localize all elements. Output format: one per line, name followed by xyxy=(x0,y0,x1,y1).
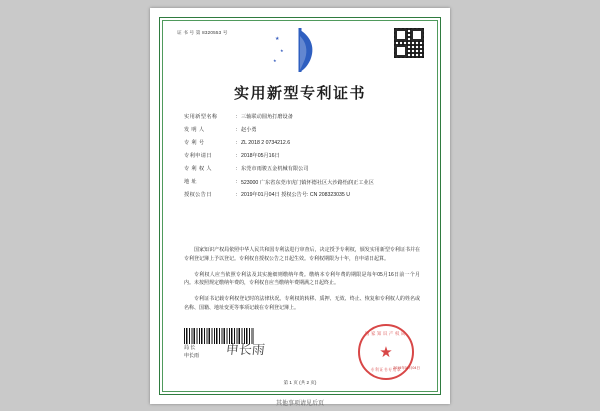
field-colon: : xyxy=(236,192,238,199)
signature-title-line1: 局 长 xyxy=(184,345,196,351)
certificate-page xyxy=(150,8,450,404)
field-list xyxy=(184,114,420,205)
field-value: 三轴联动圆角打磨设备 xyxy=(241,114,293,120)
official-seal xyxy=(358,324,414,380)
field-label: 专利申请日 xyxy=(184,152,212,159)
field-label: 发 明 人 xyxy=(184,126,205,133)
field-colon: : xyxy=(236,126,238,133)
field-value: 523000 广东省东莞市虎门镇怀德社区大沙路怡润正工业区 xyxy=(241,179,374,186)
field-value: ZL 2018 2 0734212.6 xyxy=(241,139,291,146)
body-paragraph: 专利证书记载专利权登记时的法律状况。专利权的转移、质押、无效、终止、恢复和专利权人的姓名或名称、国籍、地址变更等事项记载在专利登记簿上。 xyxy=(184,296,420,311)
footer-note: 其他事项请见后页 xyxy=(275,401,324,407)
page-number: 第 1 页 (共 2 页) xyxy=(283,380,317,385)
handwritten-signature: 申长雨 xyxy=(225,343,266,358)
seal-date: 2019年01月04日 xyxy=(393,366,420,370)
field-row xyxy=(184,179,420,187)
body-paragraph: 专利权人应当依照专利法及其实施细则缴纳年费。缴纳本专利年费的期限是每年05月16日前一个月内。未按照规定缴纳年费的，专利权自应当缴纳年费期满之日起终止。 xyxy=(184,271,420,287)
field-row xyxy=(184,166,420,174)
signature-title-line2: 申长雨 xyxy=(184,353,200,359)
field-label: 专 利 号 xyxy=(184,139,205,146)
star-icon-2: ★ xyxy=(280,48,284,53)
field-value: 东莞市雨骏五金机械有限公司 xyxy=(241,165,309,172)
field-label: 地 址 xyxy=(184,178,198,185)
seal-bottom-text: 专利证书专用章 xyxy=(370,368,402,372)
field-value: 2019年01月04日 授权公告号: CN 208323035 U xyxy=(241,192,350,199)
field-label: 授权公告日 xyxy=(184,192,212,199)
field-colon: : xyxy=(236,114,238,120)
field-row xyxy=(184,114,420,122)
field-colon: : xyxy=(236,165,238,172)
field-row xyxy=(184,127,420,135)
signature-block xyxy=(184,344,199,360)
field-label: 专 利 权 人 xyxy=(184,165,212,172)
emblem-logo xyxy=(150,26,450,78)
field-value: 赵小勇 xyxy=(241,126,257,133)
body-paragraph: 国家知识产权局依照中华人民共和国专利法进行审查后，决定授予专利权，颁发实用新型专利证书并在专利登记簿上予以登记。专利权自授权公告之日起生效。专利权期限为十年，自申请日起算。 xyxy=(184,247,420,262)
page-title: 实用新型专利证书 xyxy=(233,84,366,102)
field-label: 实用新型名称 xyxy=(184,114,218,120)
field-row xyxy=(184,192,420,200)
certificate-number-label: 证 书 号 第 xyxy=(177,30,201,35)
field-colon: : xyxy=(236,152,238,159)
star-icon-3: ★ xyxy=(273,58,277,63)
seal-star-icon: ★ xyxy=(379,344,393,361)
seal-top-text: 国家知识产权局 xyxy=(365,331,407,336)
field-value: 2018年05月16日 xyxy=(241,152,280,159)
cnipa-logo-icon xyxy=(273,26,323,74)
field-colon: : xyxy=(236,178,238,185)
star-icon-1: ★ xyxy=(275,36,280,42)
field-row xyxy=(184,140,420,148)
field-colon: : xyxy=(236,139,238,146)
field-row xyxy=(184,153,420,161)
certificate-number-value: 8320553 号 xyxy=(202,30,228,35)
body-text xyxy=(184,246,420,320)
